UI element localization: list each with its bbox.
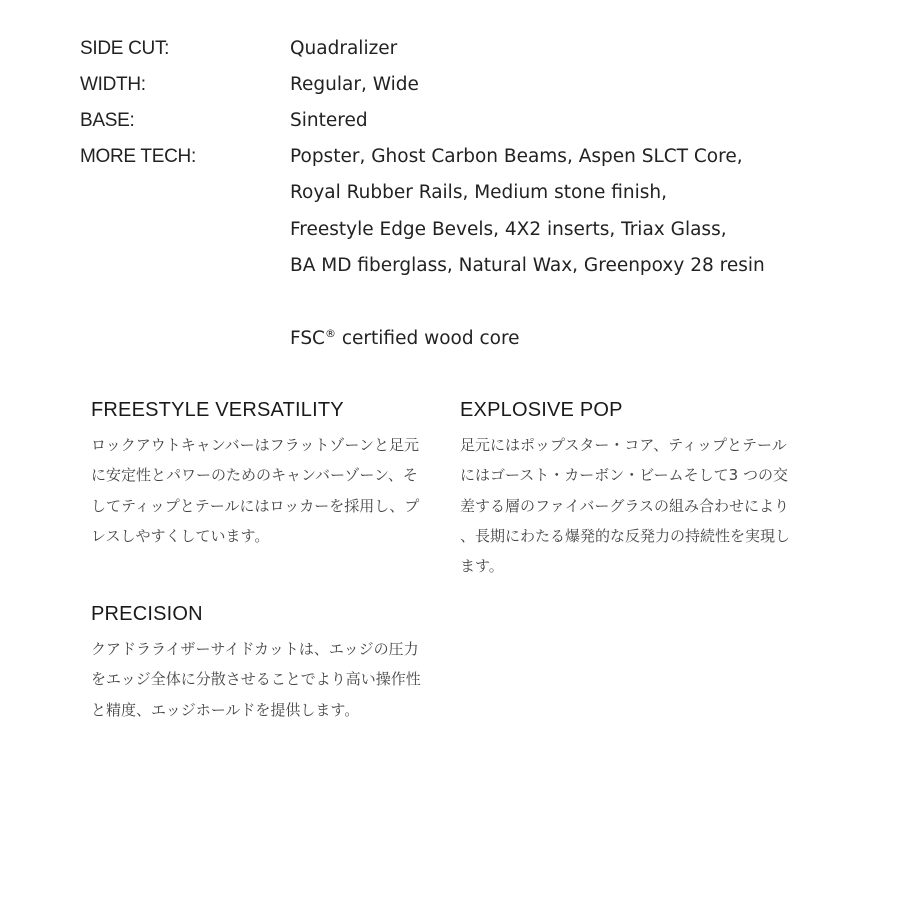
feature-text-line: 足元にはポップスター・コア、ティップとテール [460, 436, 787, 454]
spec-value-line: Royal Rubber Rails, Medium stone finish, [290, 182, 668, 204]
feature-description [91, 430, 451, 551]
spec-value [290, 67, 419, 103]
fsc-certification [290, 325, 520, 353]
spec-value-more-tech [290, 139, 765, 284]
feature-description [91, 634, 451, 725]
spec-label: SIDE CUT: [80, 38, 170, 59]
feature-text-line: 差する層のファイバーグラスの組み合わせにより [460, 496, 789, 515]
spec-value [290, 103, 368, 139]
feature-text-line: に安定性とパワーのためのキャンバーゾーン、そ [91, 466, 418, 485]
feature-text-line: クアドラライザーサイドカットは、エッジの圧力 [91, 640, 419, 658]
fsc-prefix: FSC [290, 328, 325, 349]
feature-text-line: ます。 [460, 557, 504, 576]
feature-precision [91, 601, 451, 725]
spec-label: BASE: [80, 110, 135, 131]
spec-value-line: Popster, Ghost Carbon Beams, Aspen SLCT Core, [290, 146, 743, 167]
spec-value [290, 31, 397, 67]
feature-text-line: ロックアウトキャンバーはフラットゾーンと足元 [91, 436, 420, 454]
feature-title: PRECISION [91, 603, 203, 625]
feature-text-line: にはゴースト・カーボン・ビームそして3 つの交 [460, 466, 788, 485]
fsc-suffix: certified wood core [335, 328, 520, 349]
feature-title: EXPLOSIVE POP [460, 399, 623, 421]
spec-value-line: BA MD fiberglass, Natural Wax, Greenpoxy 28 resin [290, 254, 765, 276]
feature-title: FREESTYLE VERSATILITY [91, 399, 344, 421]
spec-label: MORE TECH: [80, 146, 196, 167]
feature-text-line: レスしやすくしています。 [91, 526, 270, 545]
spec-value-line: Regular, Wide [290, 74, 419, 95]
feature-explosive-pop [460, 397, 820, 581]
feature-text-line: をエッジ全体に分散させることでより高い操作性 [91, 670, 421, 689]
feature-description [460, 430, 820, 581]
registered-mark: ® [324, 327, 336, 340]
feature-text-line: 、長期にわたる爆発的な反発力の持続性を実現し [460, 526, 791, 545]
feature-text-line: と精度、エッジホールドを提供します。 [91, 700, 360, 719]
spec-value-line: Quadralizer [290, 38, 398, 59]
spec-value-line: Freestyle Edge Bevels, 4X2 inserts, Triax Glass, [290, 218, 727, 240]
spec-value-line: Sintered [290, 110, 368, 131]
spec-label: WIDTH: [80, 74, 146, 95]
feature-freestyle-versatility [91, 397, 451, 551]
feature-text-line: してティップとテールにはロッカーを採用し、プ [91, 496, 420, 515]
